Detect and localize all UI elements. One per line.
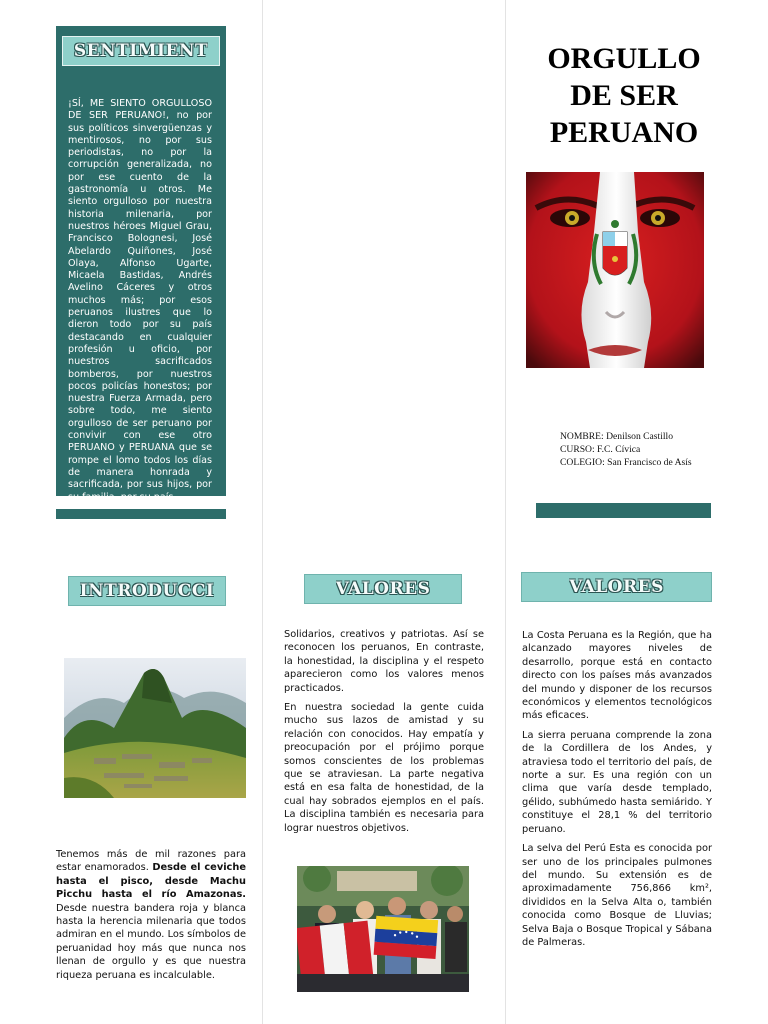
valores-heading-box — [304, 574, 462, 604]
intro-text-part: Tenemos más de mil razones para estar enamorados. — [56, 849, 246, 874]
valores-text — [284, 628, 484, 841]
divider-bar — [536, 503, 711, 518]
student-name: NOMBRE: Denilson Castillo — [560, 431, 673, 442]
cover-title-line: PERUANO — [549, 116, 699, 149]
valores-heading: VALORES — [335, 579, 431, 599]
machu-picchu-image — [64, 658, 246, 798]
school-name: COLEGIO: San Francisco de Asís — [560, 457, 692, 468]
divider-bar — [56, 509, 226, 519]
sentiment-heading-box — [62, 36, 220, 66]
intro-heading: INTRODUCCI — [79, 581, 215, 601]
painted-face-image — [526, 172, 704, 368]
sentiment-heading: SENTIMIENT — [73, 41, 209, 61]
intro-text — [56, 848, 246, 982]
cover-title-line: ORGULLO — [547, 42, 701, 75]
cover-title — [526, 40, 722, 151]
regions-text — [522, 629, 712, 955]
intro-heading-box — [68, 576, 226, 606]
cover-title-line: DE SER — [570, 79, 678, 112]
column-divider — [262, 0, 263, 1024]
valores-paragraph: Solidarios, creativos y patriotas. Así se reconocen los peruanos, En contraste, la honestidad, la disciplina y el respeto aparecieron como los valores menos practicados. — [284, 629, 484, 694]
sierra-paragraph: La sierra peruana comprende la zona de la Cordillera de los Andes, y atraviesa todo el territorio del país, de norte a sur. Es una región con un clima que varía desde templado, gélido, subhúmedo hasta semiárido. Y constituye el 28,1 % del territorio peruano. — [522, 729, 712, 835]
column-divider — [505, 0, 506, 1024]
course-name: CURSO: F.C. Cívica — [560, 444, 641, 455]
intro-text-bold: Desde el ceviche hasta el pisco, desde Machu Picchu hasta el río Amazonas. — [56, 862, 246, 901]
regions-heading: VALORES — [569, 577, 664, 597]
valores-paragraph: En nuestra sociedad la gente cuida mucho sus lazos de amistad y su relación con conocidos. Hay empatía y preocupación por el prójimo porque somos conscientes de los problemas que se atraviesan. La parte negativa está en esa falta de honestidad, de la cual hay sobrados ejemplos en el país. La disciplina también es necesaria para lograr nuestros objetivos. — [284, 702, 484, 834]
costa-paragraph: La Costa Peruana es la Región, que ha alcanzado mayores niveles de desarrollo, porque está en contacto directo con los países más avanzados del mundo y disponer de los recursos económicos y elementos tecnológicos más eficaces. — [522, 630, 712, 722]
celebration-photo — [297, 866, 469, 992]
intro-text-part: Desde nuestra bandera roja y blanca hasta la herencia milenaria que todos admiran en el mundo. Los símbolos de peruanidad hoy más que nunca nos llenan de orgullo y es que nuestra riqueza peruana es incalculable. — [56, 902, 246, 981]
regions-heading-box — [521, 572, 712, 602]
selva-paragraph: La selva del Perú Esta es conocida por ser uno de los principales pulmones del mundo. Su extensión es de aproximadamente 756,866 km², divididos en la Selva Alta o, también conocida como Bosque de Lluvias; Selva Baja o Bosque Tropical y Sábana de Palmeras. — [522, 843, 712, 948]
sentiment-text: ¡SÍ, ME SIENTO ORGULLOSO DE SER PERUANO!, no por sus políticos sinvergüenzas y mentirosos, no por sus periodistas, no por la corrupción generalizada, no por ese cuento de la gastronomía u otros. Me siento orgulloso por nuestra historia milenaria, por nuestros héroes Miguel Grau, Francisco Bolognesi, José Abelardo Quiñones, José Olaya, Alfonso Ugarte, Micaela Bastidas, Andrés Avelino Cáceres y otros muchos más; por esos peruanos ilustres que lo dieron todo por su país destacando en cualquier profesión u oficio, por nuestros sacrificados bomberos, por nuestros pocos policías honestos; por nuestra Fuerza Armada, pero sobre todo, me siento orgulloso de ser peruano por convivir con ese otro PERUANO y PERUANA que se rompe el lomo todos los días de manera honrada y sacrificada, por sus hijos, por su familia, por su país. — [68, 98, 212, 503]
cover-info — [560, 430, 692, 469]
